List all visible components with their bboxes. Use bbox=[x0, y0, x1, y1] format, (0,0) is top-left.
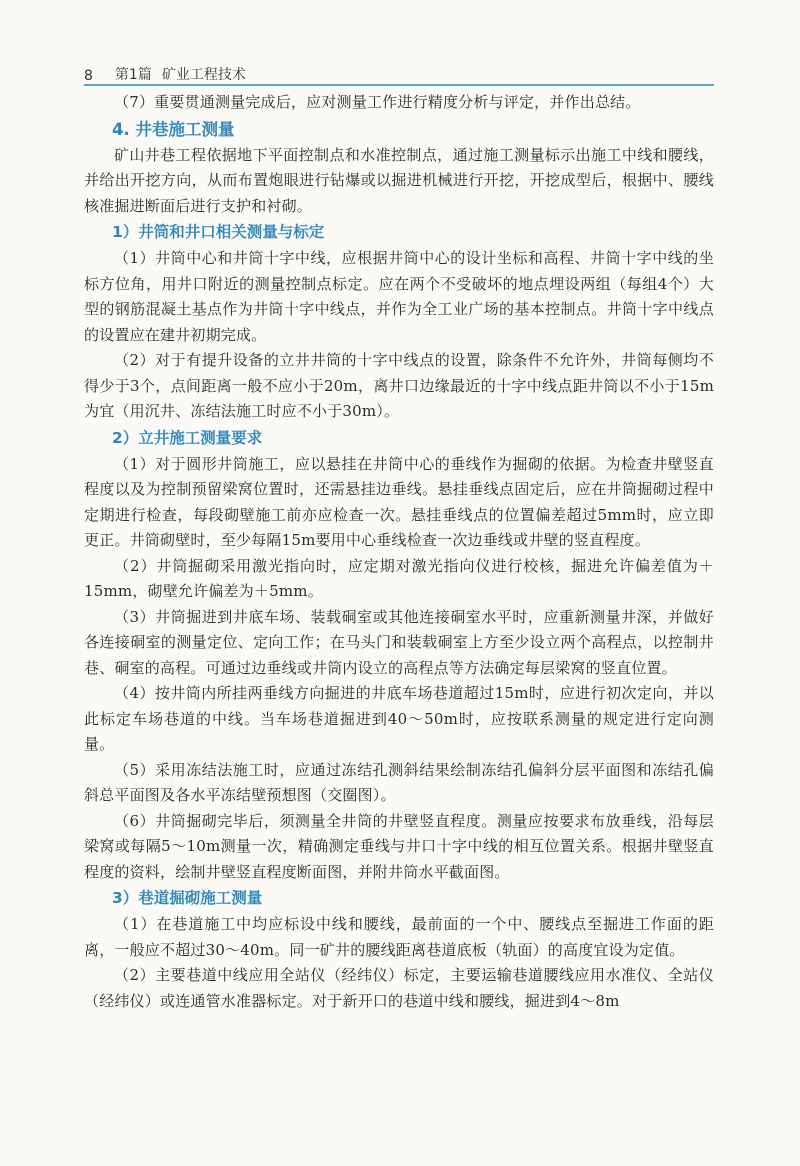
paragraph: （3）井筒掘进到井底车场、装载硐室或其他连接硐室水平时，应重新测量井深，并做好各连接硐室的测量定位、定向工作；在马头门和装载硐室上方至少设立两个高程点，以控制井巷、硐室的高程。可通过边垂线或井筒内设立的高程点等方法确定每层梁窝的竖直位置。 bbox=[84, 607, 714, 677]
page-body bbox=[84, 90, 714, 1014]
paragraph: （2）井筒掘砌采用激光指向时，应定期对激光指向仪进行校核，掘进允许偏差值为＋15mm，砌壁允许偏差为＋5mm。 bbox=[84, 556, 714, 600]
running-header bbox=[84, 56, 714, 84]
paragraph: （7）重要贯通测量完成后，应对测量工作进行精度分析与评定，并作出总结。 bbox=[114, 93, 641, 111]
paragraph: 矿山井巷工程依据地下平面控制点和水准控制点，通过施工测量标示出施工中线和腰线，并给出开挖方向，从而布置炮眼进行钻爆或以掘进机械进行开挖，开挖成型后，根据中、腰线核准掘进断面后进行支护和衬砌。 bbox=[84, 145, 714, 215]
chapter-label: 第1篇 bbox=[114, 67, 152, 83]
paragraph: （1）对于圆形井筒施工，应以悬挂在井筒中心的垂线作为掘砌的依据。为检查井壁竖直程度以及为控制预留梁窝位置时，还需悬挂边垂线。悬挂垂线点固定后，应在井筒掘砌过程中定期进行检查，每段砌壁施工前亦应检查一次。悬挂垂线点的位置偏差超过5mm时，应立即更正。井筒砌壁时，至少每隔15m要用中心垂线检查一次边垂线或井壁的竖直程度。 bbox=[84, 454, 714, 549]
paragraph: （5）采用冻结法施工时，应通过冻结孔测斜结果绘制冻结孔偏斜分层平面图和冻结孔偏斜总平面图及各水平冻结壁预想图（交圈图）。 bbox=[84, 760, 714, 804]
section-heading: 4. 井巷施工测量 bbox=[112, 119, 235, 139]
paragraph: （1）在巷道施工中均应标设中线和腰线，最前面的一个中、腰线点至掘进工作面的距离，一般应不超过30～40m。同一矿井的腰线距离巷道底板（轨面）的高度宜设为定值。 bbox=[84, 915, 714, 959]
header-rule bbox=[84, 84, 714, 86]
page-number: 8 bbox=[84, 68, 93, 84]
paragraph: （6）井筒掘砌完毕后，须测量全井筒的井壁竖直程度。测量应按要求布放垂线，沿每层梁窝或每隔5～10m测量一次，精确测定垂线与井口十字中线的相互位置关系。根据井壁竖直程度的资料，绘制井壁竖直程度断面图，并附井筒水平截面图。 bbox=[84, 811, 714, 881]
paragraph: （1）井筒中心和井筒十字中线，应根据井筒中心的设计坐标和高程、井筒十字中线的坐标方位角，用井口附近的测量控制点标定。应在两个不受破坏的地点埋设两组（每组4个）大型的钢筋混凝土基点作为井筒十字中线点，并作为全工业广场的基本控制点。井筒十字中线点的设置应在建井初期完成。 bbox=[84, 249, 714, 344]
subsection-heading: 1）井筒和井口相关测量与标定 bbox=[112, 223, 325, 241]
paragraph: （2）对于有提升设备的立井井筒的十字中线点的设置，除条件不允许外，井筒每侧均不得少于3个，点间距离一般不应小于20m，离井口边缘最近的十字中线点距井筒以不小于15m为宜（用沉井、冻结法施工时应不小于30m）。 bbox=[84, 351, 714, 420]
paragraph: （4）按井筒内所挂两垂线方向掘进的井底车场巷道超过15m时，应进行初次定向，并以此标定车场巷道的中线。当车场巷道掘进到40～50m时，应按联系测量的规定进行定向测量。 bbox=[84, 684, 714, 753]
chapter-title: 矿业工程技术 bbox=[161, 67, 246, 83]
subsection-heading: 3）巷道掘砌施工测量 bbox=[112, 889, 263, 907]
paragraph: （2）主要巷道中线应用全站仪（经纬仪）标定，主要运输巷道腰线应用水准仪、全站仪（经纬仪）或连通管水准器标定。对于新开口的巷道中线和腰线，掘进到4～8m bbox=[84, 966, 714, 1010]
subsection-heading: 2）立井施工测量要求 bbox=[112, 428, 263, 447]
